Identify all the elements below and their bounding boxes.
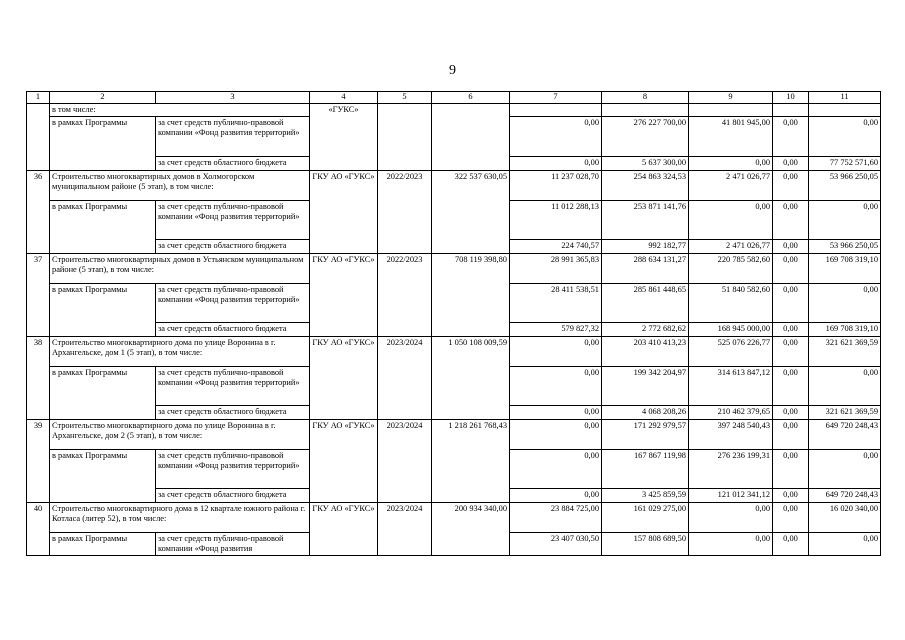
amount-cell: 0,00	[773, 117, 809, 157]
program-label: в рамках Программы	[50, 533, 156, 556]
amount-cell: 0,00	[773, 254, 809, 284]
period: 2023/2024	[378, 337, 432, 420]
period: 2023/2024	[378, 503, 432, 556]
project-name: Строительство многоквартирных домов в Устьянском муниципальном районе (5 этап), в том числе:	[50, 254, 310, 284]
amount-cell: 121 012 341,12	[689, 489, 773, 503]
amount-cell: 169 708 319,10	[809, 254, 881, 284]
amount-cell: 169 708 319,10	[809, 323, 881, 337]
program-label: в рамках Программы	[50, 284, 156, 337]
amount-cell	[602, 104, 689, 117]
amount-cell: 16 020 340,00	[809, 503, 881, 533]
amount-cell: 649 720 248,43	[809, 420, 881, 450]
amount-cell: 276 227 700,00	[602, 117, 689, 157]
amount-cell: 203 410 413,23	[602, 337, 689, 367]
amount-cell	[809, 104, 881, 117]
amount-cell: 2 471 026,77	[689, 171, 773, 201]
amount-cell: 0,00	[510, 450, 602, 489]
source-label: за счет средств публично-правовой компании «Фонд развития	[156, 533, 310, 556]
source-label: за счет средств публично-правовой компании «Фонд развития территорий»	[156, 117, 310, 157]
total-cost: 200 934 340,00	[432, 503, 510, 556]
row-number	[27, 104, 50, 171]
amount-cell: 4 068 208,26	[602, 406, 689, 420]
amount-cell: 0,00	[773, 489, 809, 503]
source-label: за счет средств областного бюджета	[156, 240, 310, 254]
amount-cell: 53 966 250,05	[809, 171, 881, 201]
period: 2022/2023	[378, 171, 432, 254]
executor: ГКУ АО «ГУКС»	[310, 171, 378, 254]
amount-cell: 210 462 379,65	[689, 406, 773, 420]
amount-cell: 0,00	[773, 420, 809, 450]
amount-cell: 649 720 248,43	[809, 489, 881, 503]
amount-cell: 0,00	[773, 323, 809, 337]
amount-cell: 28 991 365,83	[510, 254, 602, 284]
amount-cell: 171 292 979,57	[602, 420, 689, 450]
column-number: 9	[689, 92, 773, 104]
amount-cell: 321 621 369,59	[809, 406, 881, 420]
amount-cell	[510, 104, 602, 117]
source-label: за счет средств областного бюджета	[156, 323, 310, 337]
amount-cell: 0,00	[773, 367, 809, 406]
column-number: 8	[602, 92, 689, 104]
amount-cell: 0,00	[510, 406, 602, 420]
project-name: в том числе:	[50, 104, 310, 117]
amount-cell: 53 966 250,05	[809, 240, 881, 254]
amount-cell: 0,00	[510, 367, 602, 406]
column-number: 4	[310, 92, 378, 104]
project-name: Строительство многоквартирного дома в 12 квартале южного района г. Котласа (литер 52), в том числе:	[50, 503, 310, 533]
amount-cell: 41 801 945,00	[689, 117, 773, 157]
source-label: за счет средств публично-правовой компании «Фонд развития территорий»	[156, 367, 310, 406]
period	[378, 104, 432, 171]
budget-table	[26, 91, 881, 556]
amount-cell: 0,00	[773, 503, 809, 533]
program-label: в рамках Программы	[50, 201, 156, 254]
amount-cell: 0,00	[773, 157, 809, 171]
amount-cell: 321 621 369,59	[809, 337, 881, 367]
source-label: за счет средств областного бюджета	[156, 489, 310, 503]
page-number: 9	[449, 63, 456, 78]
project-name: Строительство многоквартирного дома по улице Воронина в г. Архангельске, дом 2 (5 этап), в том числе:	[50, 420, 310, 450]
executor: ГКУ АО «ГУКС»	[310, 254, 378, 337]
row-number: 38	[27, 337, 50, 420]
amount-cell: 23 884 725,00	[510, 503, 602, 533]
program-label: в рамках Программы	[50, 117, 156, 171]
column-number: 3	[156, 92, 310, 104]
amount-cell: 254 863 324,53	[602, 171, 689, 201]
amount-cell: 5 637 300,00	[602, 157, 689, 171]
total-cost	[432, 104, 510, 171]
source-label: за счет средств публично-правовой компании «Фонд развития территорий»	[156, 450, 310, 489]
amount-cell: 0,00	[809, 533, 881, 556]
total-cost: 1 218 261 768,43	[432, 420, 510, 503]
source-label: за счет средств публично-правовой компании «Фонд развития территорий»	[156, 284, 310, 323]
amount-cell: 0,00	[773, 284, 809, 323]
table-row	[27, 503, 881, 533]
project-name: Строительство многоквартирного дома по улице Воронина в г. Архангельске, дом 1 (5 этап), в том числе:	[50, 337, 310, 367]
amount-cell: 220 785 582,60	[689, 254, 773, 284]
source-label: за счет средств областного бюджета	[156, 406, 310, 420]
amount-cell: 3 425 859,59	[602, 489, 689, 503]
amount-cell: 0,00	[689, 533, 773, 556]
amount-cell	[689, 104, 773, 117]
amount-cell: 0,00	[773, 406, 809, 420]
amount-cell: 167 867 119,98	[602, 450, 689, 489]
period: 2023/2024	[378, 420, 432, 503]
amount-cell: 0,00	[773, 171, 809, 201]
period: 2022/2023	[378, 254, 432, 337]
amount-cell: 285 861 448,65	[602, 284, 689, 323]
total-cost: 322 537 630,05	[432, 171, 510, 254]
amount-cell: 0,00	[510, 489, 602, 503]
executor: ГКУ АО «ГУКС»	[310, 337, 378, 420]
column-number: 10	[773, 92, 809, 104]
total-cost: 708 119 398,80	[432, 254, 510, 337]
table-row	[27, 171, 881, 201]
amount-cell: 314 613 847,12	[689, 367, 773, 406]
source-label: за счет средств областного бюджета	[156, 157, 310, 171]
amount-cell	[773, 104, 809, 117]
column-number: 6	[432, 92, 510, 104]
column-number: 1	[27, 92, 50, 104]
project-name: Строительство многоквартирных домов в Холмогорском муниципальном районе (5 этап), в том числе:	[50, 171, 310, 201]
amount-cell: 11 012 288,13	[510, 201, 602, 240]
program-label: в рамках Программы	[50, 367, 156, 420]
amount-cell: 11 237 028,70	[510, 171, 602, 201]
column-number: 7	[510, 92, 602, 104]
row-number: 40	[27, 503, 50, 556]
amount-cell: 525 076 226,77	[689, 337, 773, 367]
amount-cell: 0,00	[773, 201, 809, 240]
amount-cell: 0,00	[689, 201, 773, 240]
amount-cell: 161 029 275,00	[602, 503, 689, 533]
amount-cell: 0,00	[773, 337, 809, 367]
column-number: 2	[50, 92, 156, 104]
amount-cell: 397 248 540,43	[689, 420, 773, 450]
amount-cell: 0,00	[689, 157, 773, 171]
amount-cell: 0,00	[510, 337, 602, 367]
amount-cell: 253 871 141,76	[602, 201, 689, 240]
column-number: 5	[378, 92, 432, 104]
executor: «ГУКС»	[310, 104, 378, 171]
table-row	[27, 254, 881, 284]
table-row	[27, 104, 881, 117]
amount-cell: 77 752 571,60	[809, 157, 881, 171]
amount-cell: 0,00	[809, 367, 881, 406]
table-body	[27, 92, 881, 556]
table-row	[27, 420, 881, 450]
amount-cell: 0,00	[809, 201, 881, 240]
amount-cell: 0,00	[773, 533, 809, 556]
amount-cell: 0,00	[510, 420, 602, 450]
amount-cell: 168 945 000,00	[689, 323, 773, 337]
amount-cell: 157 808 689,50	[602, 533, 689, 556]
executor: ГКУ АО «ГУКС»	[310, 420, 378, 503]
executor: ГКУ АО «ГУКС»	[310, 503, 378, 556]
amount-cell: 2 471 026,77	[689, 240, 773, 254]
total-cost: 1 050 108 009,59	[432, 337, 510, 420]
amount-cell: 0,00	[773, 450, 809, 489]
amount-cell: 0,00	[510, 157, 602, 171]
amount-cell: 579 827,32	[510, 323, 602, 337]
amount-cell: 28 411 538,51	[510, 284, 602, 323]
amount-cell: 23 407 030,50	[510, 533, 602, 556]
source-label: за счет средств публично-правовой компании «Фонд развития территорий»	[156, 201, 310, 240]
amount-cell: 199 342 204,97	[602, 367, 689, 406]
row-number: 37	[27, 254, 50, 337]
amount-cell: 0,00	[510, 117, 602, 157]
amount-cell: 0,00	[773, 240, 809, 254]
amount-cell: 288 634 131,27	[602, 254, 689, 284]
amount-cell: 276 236 199,31	[689, 450, 773, 489]
program-label: в рамках Программы	[50, 450, 156, 503]
table-row	[27, 337, 881, 367]
row-number: 39	[27, 420, 50, 503]
amount-cell: 0,00	[809, 117, 881, 157]
amount-cell: 2 772 682,62	[602, 323, 689, 337]
amount-cell: 0,00	[689, 503, 773, 533]
amount-cell: 51 840 582,60	[689, 284, 773, 323]
row-number: 36	[27, 171, 50, 254]
amount-cell: 224 740,57	[510, 240, 602, 254]
column-number-row	[27, 92, 881, 104]
column-number: 11	[809, 92, 881, 104]
amount-cell: 0,00	[809, 284, 881, 323]
amount-cell: 992 182,77	[602, 240, 689, 254]
amount-cell: 0,00	[809, 450, 881, 489]
